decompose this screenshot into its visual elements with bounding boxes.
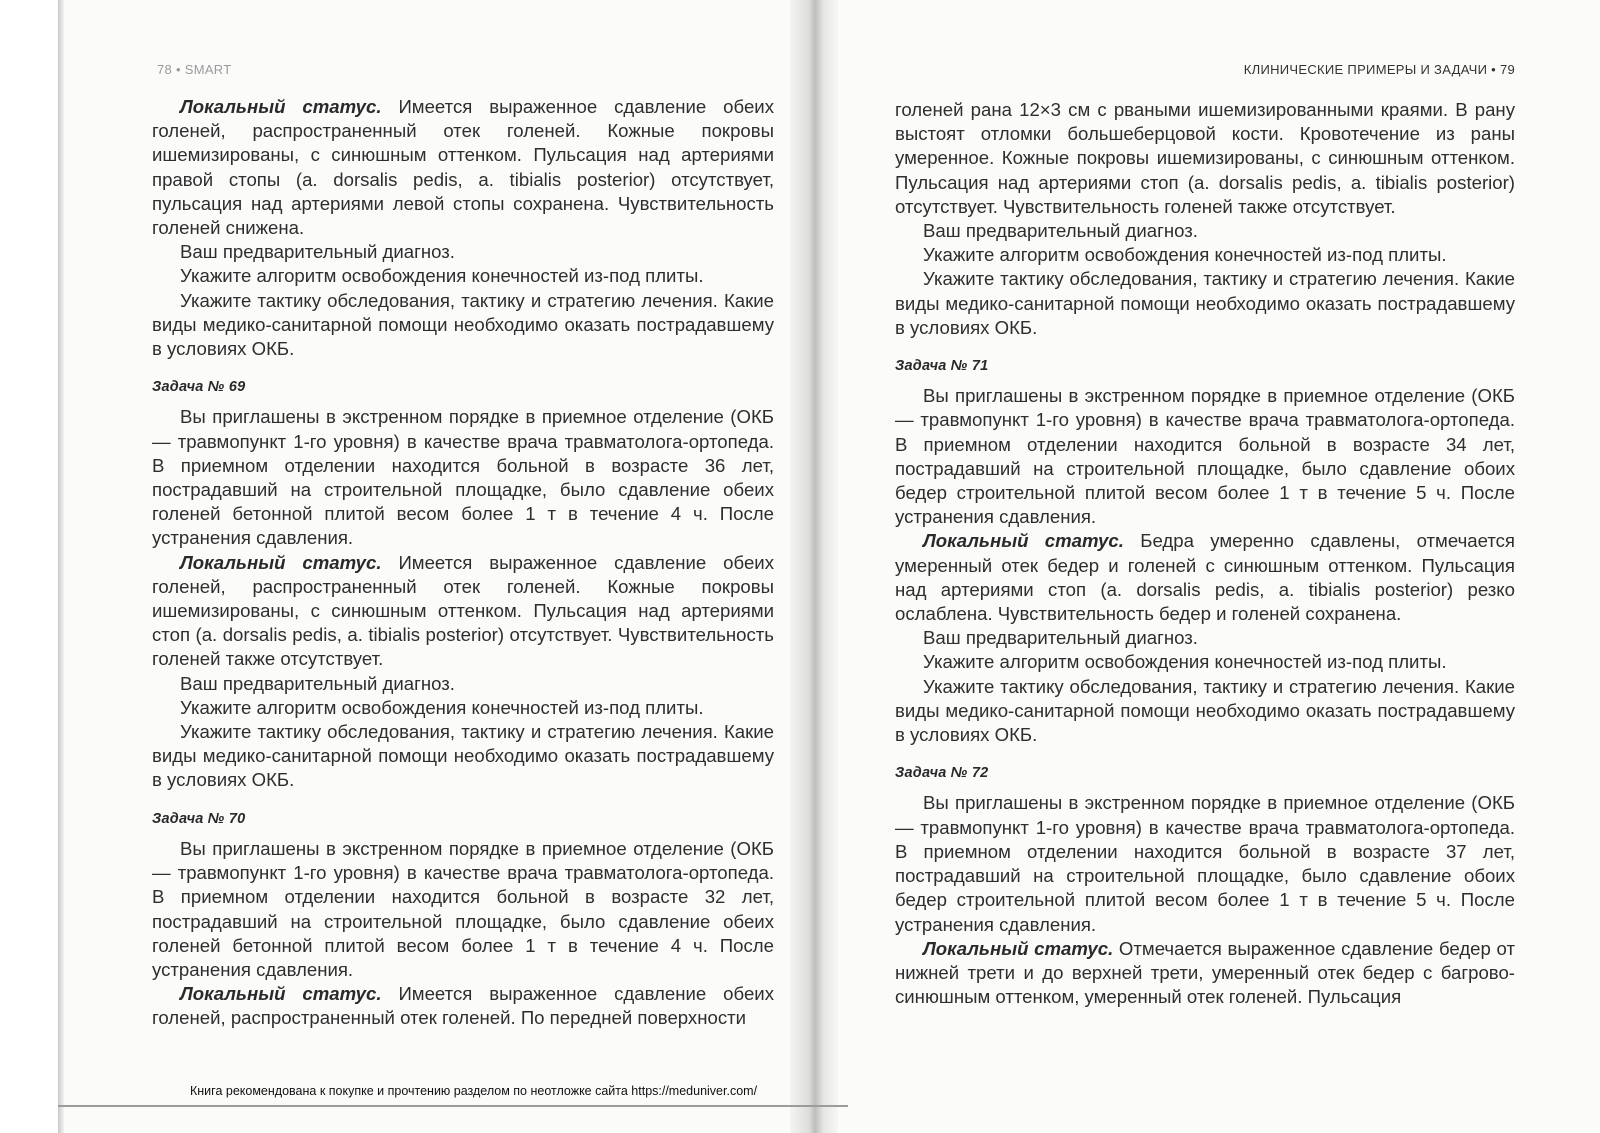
page-edge-shadow xyxy=(58,0,64,1133)
paragraph-text: Укажите алгоритм освобождения конечностей из-под плиты. xyxy=(923,651,1447,673)
paragraph-text: Укажите алгоритм освобождения конечностей из-под плиты. xyxy=(923,244,1447,266)
paragraph-text: Бедра умеренно сдавлены, отмечается умеренный отек бедер и голеней с синюшным оттенком. Пульсация над артериями стоп (a. dorsalis pedis, a. tibialis posterior) резко ослаблена. Чувствительность бедер и голеней сохранена. xyxy=(895,530,1515,625)
paragraph-text: Укажите алгоритм освобождения конечностей из-под плиты. xyxy=(180,696,704,718)
paragraph-text: Ваш предварительный диагноз. xyxy=(923,627,1198,649)
book-spine-shadow xyxy=(790,0,838,1133)
paragraph xyxy=(152,672,774,696)
paragraph xyxy=(152,837,774,982)
paragraph-text: Вы приглашены в экстренном порядке в приемное отделение (ОКБ — травмопункт 1-го уровня) в качестве врача травматолога-ортопеда. В приемном отделении находится больной в возрасте 37 лет, пострадавший на строительной площадке, было сдавление обоих бедер строительной плитой весом более 1 т в течение 5 ч. После устранения сдавления. xyxy=(895,792,1515,935)
paragraph-text: Отмечается выраженное сдавление бедер от нижней трети и до верхней трети, умеренный отек бедер с багрово-синюшным оттенком, умеренный отек голеней. Пульсация xyxy=(895,937,1515,1008)
paragraph-text: Имеется выраженное сдавление обеих голеней, распространенный отек голеней. Кожные покровы ишемизированы, с синюшным оттенком. Пульсация над артериями правой стопы (a. dorsalis pedis, a. tibialis posterior) отсутствует, пульсация над артериями левой стопы сохранена. Чувствительность голеней снижена. xyxy=(152,96,774,239)
paragraph-text: Укажите алгоритм освобождения конечностей из-под плиты. xyxy=(180,265,704,287)
paragraph-lead: Локальный статус. xyxy=(923,530,1124,552)
task-heading: Задача № 69 xyxy=(152,379,246,396)
task-heading: Задача № 72 xyxy=(895,765,989,782)
paragraph-text: Укажите тактику обследования, тактику и стратегию лечения. Какие виды медико-санитарной помощи необходимо оказать пострадавшему в условиях ОКБ. xyxy=(152,721,774,791)
paragraph xyxy=(895,243,1515,267)
task-heading: Задача № 71 xyxy=(895,358,989,375)
paragraph xyxy=(152,982,774,1030)
paragraph xyxy=(895,384,1515,529)
paragraph-text: Вы приглашены в экстренном порядке в приемное отделение (ОКБ — травмопункт 1-го уровня) в качестве врача травматолога-ортопеда. В приемном отделении находится больной в возрасте 34 лет, пострадавший на строительной площадке, было сдавление обоих бедер строительной плитой весом более 1 т в течение 5 ч. После устранения сдавления. xyxy=(895,385,1515,528)
paragraph-lead: Локальный статус. xyxy=(180,983,382,1005)
task-heading: Задача № 70 xyxy=(152,810,246,827)
footer-note: Книга рекомендована к покупке и прочтению разделом по неотложке сайта https://meduniver.com/ xyxy=(190,1084,758,1098)
paragraph-text: Имеется выраженное сдавление обеих голеней, распространенный отек голеней. Кожные покровы ишемизированы, с синюшным оттенком. Пульсация над артериями стоп (a. dorsalis pedis, a. tibialis posterior) отсутствует. Чувствительность голеней также отсутствует. xyxy=(152,551,774,670)
paragraph-text: Ваш предварительный диагноз. xyxy=(180,672,455,694)
paragraph xyxy=(152,720,774,793)
paragraph xyxy=(152,551,774,672)
paragraph xyxy=(895,650,1515,674)
paragraph-text: Укажите тактику обследования, тактику и стратегию лечения. Какие виды медико-санитарной помощи необходимо оказать пострадавшему в условиях ОКБ. xyxy=(152,289,774,360)
paragraph xyxy=(152,289,774,362)
paragraph xyxy=(895,791,1515,936)
paragraph-text: Вы приглашены в экстренном порядке в приемное отделение (ОКБ — травмопункт 1-го уровня) в качестве врача травматолога-ортопеда. В приемном отделении находится больной в возрасте 36 лет, пострадавший на строительной площадке, было сдавление обеих голеней бетонной плитой весом более 1 т в течение 4 ч. После устранения сдавления. xyxy=(152,406,774,549)
paragraph xyxy=(152,95,774,240)
paragraph xyxy=(895,675,1515,748)
paragraph xyxy=(895,626,1515,650)
paragraph-text: Ваш предварительный диагноз. xyxy=(180,241,455,263)
paragraph-text: Ваш предварительный диагноз. xyxy=(923,220,1198,242)
left-page-text xyxy=(152,95,774,1031)
page-bottom-edge xyxy=(58,1105,848,1107)
paragraph-lead: Локальный статус. xyxy=(180,96,382,117)
paragraph-lead: Локальный статус. xyxy=(180,551,382,573)
paragraph xyxy=(895,267,1515,340)
paragraph xyxy=(152,405,774,550)
right-page-header: КЛИНИЧЕСКИЕ ПРИМЕРЫ И ЗАДАЧИ • 79 xyxy=(1243,62,1515,77)
paragraph xyxy=(152,696,774,720)
paragraph xyxy=(895,937,1515,1010)
paragraph-text: Вы приглашены в экстренном порядке в приемное отделение (ОКБ — травмопункт 1-го уровня) в качестве врача травматолога-ортопеда. В приемном отделении находится больной в возрасте 32 лет, пострадавший на строительной площадке, было сдавление обеих голеней бетонной плитой весом более 1 т в течение 4 ч. После устранения сдавления. xyxy=(152,837,774,980)
paragraph xyxy=(895,529,1515,626)
paragraph xyxy=(895,98,1515,219)
left-page-header: 78 • SMART xyxy=(157,62,232,77)
paragraph-text: голеней рана 12×3 см с рваными ишемизированными краями. В рану выстоят отломки большеберцовой кости. Кровотечение из раны умеренное. Кожные покровы ишемизированы, с синюшным оттенком. Пульсация над артериями стоп (a. dorsalis pedis, a. tibialis posterior) отсутствует. Чувствительность голеней также отсутствует. xyxy=(895,99,1515,217)
paragraph-text: Имеется выраженное сдавление обеих голеней, распространенный отек голеней. По передней поверхности xyxy=(152,983,774,1029)
paragraph xyxy=(152,264,774,288)
paragraph xyxy=(895,219,1515,243)
paragraph-text: Укажите тактику обследования, тактику и стратегию лечения. Какие виды медико-санитарной помощи необходимо оказать пострадавшему в условиях ОКБ. xyxy=(895,675,1515,746)
paragraph xyxy=(152,240,774,264)
paragraph-text: Укажите тактику обследования, тактику и стратегию лечения. Какие виды медико-санитарной помощи необходимо оказать пострадавшему в условиях ОКБ. xyxy=(895,268,1515,338)
right-page-text xyxy=(895,98,1515,1009)
paragraph-lead: Локальный статус. xyxy=(923,937,1114,959)
